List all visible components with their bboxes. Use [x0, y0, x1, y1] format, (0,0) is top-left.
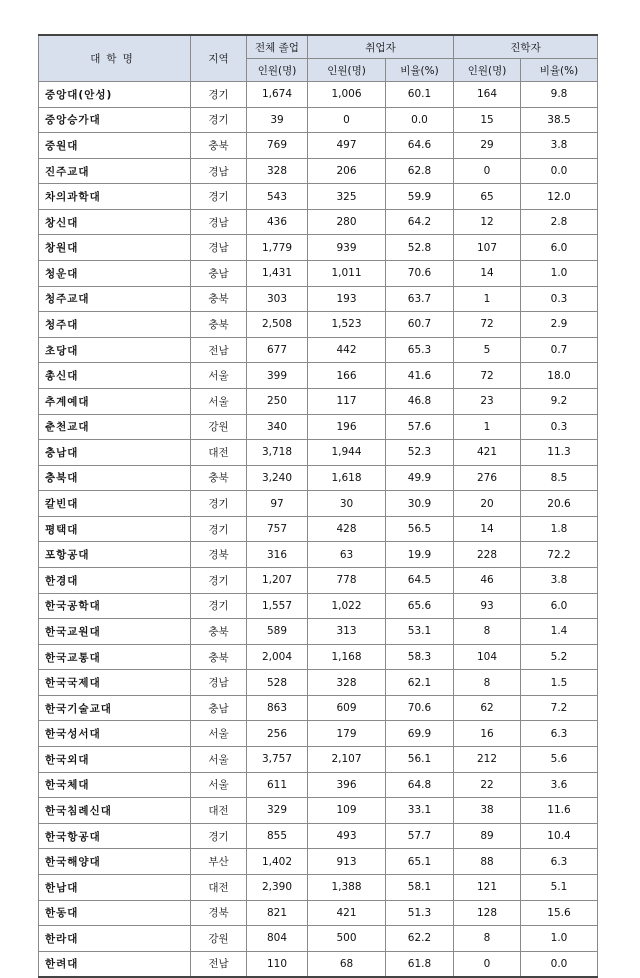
cell-employed-ratio: 51.3: [386, 900, 454, 926]
cell-univ-name: 춘천교대: [39, 414, 191, 440]
cell-employed-count: 1,523: [308, 312, 386, 338]
table-row: [39, 491, 598, 517]
cell-total-grads: 97: [247, 491, 308, 517]
cell-total-grads: 1,431: [247, 261, 308, 287]
cell-total-grads: 3,240: [247, 465, 308, 491]
table-row: [39, 235, 598, 261]
cell-total-grads: 1,779: [247, 235, 308, 261]
cell-region: 충북: [191, 133, 247, 159]
cell-region: 충남: [191, 695, 247, 721]
cell-total-grads: 757: [247, 516, 308, 542]
cell-total-grads: 328: [247, 158, 308, 184]
cell-region: 전남: [191, 337, 247, 363]
cell-total-grads: 2,004: [247, 644, 308, 670]
cell-employed-ratio: 57.7: [386, 823, 454, 849]
cell-univ-name: 한려대: [39, 951, 191, 977]
cell-total-grads: 329: [247, 798, 308, 824]
cell-univ-name: 청운대: [39, 261, 191, 287]
table-row: [39, 133, 598, 159]
cell-employed-ratio: 41.6: [386, 363, 454, 389]
cell-employed-ratio: 33.1: [386, 798, 454, 824]
cell-total-grads: 543: [247, 184, 308, 210]
cell-advanced-ratio: 5.1: [521, 874, 598, 900]
table-row: [39, 721, 598, 747]
cell-advanced-count: 164: [454, 82, 521, 108]
cell-advanced-ratio: 6.3: [521, 721, 598, 747]
table-row: [39, 414, 598, 440]
header-emp-ratio: 비율(%): [386, 59, 454, 82]
cell-univ-name: 한국공학대: [39, 593, 191, 619]
cell-total-grads: 303: [247, 286, 308, 312]
cell-advanced-count: 0: [454, 951, 521, 977]
cell-advanced-count: 22: [454, 772, 521, 798]
cell-region: 경기: [191, 823, 247, 849]
cell-advanced-ratio: 1.0: [521, 926, 598, 952]
cell-region: 대전: [191, 874, 247, 900]
cell-advanced-ratio: 0.3: [521, 286, 598, 312]
table-row: [39, 747, 598, 773]
table-row: [39, 312, 598, 338]
table-body: [39, 82, 598, 978]
cell-employed-ratio: 65.3: [386, 337, 454, 363]
cell-employed-ratio: 52.3: [386, 440, 454, 466]
cell-employed-count: 166: [308, 363, 386, 389]
cell-total-grads: 3,718: [247, 440, 308, 466]
table-row: [39, 286, 598, 312]
cell-employed-ratio: 49.9: [386, 465, 454, 491]
cell-employed-count: 117: [308, 388, 386, 414]
header-adv-ratio: 비율(%): [521, 59, 598, 82]
cell-employed-ratio: 64.5: [386, 567, 454, 593]
cell-univ-name: 중앙승가대: [39, 107, 191, 133]
table-row: [39, 874, 598, 900]
cell-advanced-count: 104: [454, 644, 521, 670]
cell-advanced-count: 14: [454, 261, 521, 287]
cell-advanced-ratio: 6.0: [521, 235, 598, 261]
cell-employed-ratio: 62.2: [386, 926, 454, 952]
cell-employed-count: 206: [308, 158, 386, 184]
cell-region: 경남: [191, 209, 247, 235]
cell-advanced-count: 93: [454, 593, 521, 619]
cell-total-grads: 589: [247, 619, 308, 645]
cell-employed-ratio: 64.8: [386, 772, 454, 798]
cell-univ-name: 한경대: [39, 567, 191, 593]
cell-univ-name: 창원대: [39, 235, 191, 261]
cell-advanced-count: 65: [454, 184, 521, 210]
cell-advanced-count: 38: [454, 798, 521, 824]
cell-advanced-ratio: 3.8: [521, 567, 598, 593]
cell-advanced-ratio: 6.0: [521, 593, 598, 619]
cell-total-grads: 250: [247, 388, 308, 414]
cell-employed-ratio: 64.6: [386, 133, 454, 159]
cell-region: 경남: [191, 235, 247, 261]
cell-advanced-count: 8: [454, 926, 521, 952]
cell-total-grads: 399: [247, 363, 308, 389]
cell-advanced-count: 1: [454, 286, 521, 312]
cell-advanced-count: 8: [454, 619, 521, 645]
cell-employed-ratio: 65.6: [386, 593, 454, 619]
cell-advanced-ratio: 3.8: [521, 133, 598, 159]
header-advanced: 진학자: [454, 35, 598, 59]
cell-advanced-ratio: 18.0: [521, 363, 598, 389]
cell-advanced-count: 276: [454, 465, 521, 491]
table-row: [39, 593, 598, 619]
table-row: [39, 184, 598, 210]
cell-univ-name: 한국체대: [39, 772, 191, 798]
cell-total-grads: 821: [247, 900, 308, 926]
cell-total-grads: 1,402: [247, 849, 308, 875]
cell-region: 강원: [191, 414, 247, 440]
cell-univ-name: 한국침례신대: [39, 798, 191, 824]
cell-advanced-count: 228: [454, 542, 521, 568]
cell-employed-ratio: 19.9: [386, 542, 454, 568]
cell-employed-count: 421: [308, 900, 386, 926]
cell-employed-count: 280: [308, 209, 386, 235]
cell-total-grads: 863: [247, 695, 308, 721]
cell-advanced-ratio: 1.8: [521, 516, 598, 542]
table-row: [39, 542, 598, 568]
cell-univ-name: 진주교대: [39, 158, 191, 184]
cell-univ-name: 포항공대: [39, 542, 191, 568]
cell-advanced-ratio: 8.5: [521, 465, 598, 491]
cell-advanced-count: 212: [454, 747, 521, 773]
cell-region: 서울: [191, 388, 247, 414]
cell-region: 경기: [191, 567, 247, 593]
cell-advanced-count: 12: [454, 209, 521, 235]
table-row: [39, 388, 598, 414]
cell-region: 경북: [191, 900, 247, 926]
cell-employed-count: 500: [308, 926, 386, 952]
cell-total-grads: 1,207: [247, 567, 308, 593]
cell-region: 경기: [191, 107, 247, 133]
cell-employed-count: 0: [308, 107, 386, 133]
cell-advanced-count: 8: [454, 670, 521, 696]
cell-univ-name: 초당대: [39, 337, 191, 363]
header-total-count: 인원(명): [247, 59, 308, 82]
cell-employed-ratio: 64.2: [386, 209, 454, 235]
cell-employed-ratio: 30.9: [386, 491, 454, 517]
cell-employed-count: 2,107: [308, 747, 386, 773]
cell-univ-name: 한국해양대: [39, 849, 191, 875]
cell-advanced-count: 0: [454, 158, 521, 184]
cell-univ-name: 한국외대: [39, 747, 191, 773]
cell-region: 경기: [191, 82, 247, 108]
cell-advanced-ratio: 0.0: [521, 158, 598, 184]
cell-advanced-ratio: 38.5: [521, 107, 598, 133]
cell-total-grads: 2,508: [247, 312, 308, 338]
cell-region: 대전: [191, 798, 247, 824]
cell-region: 경기: [191, 593, 247, 619]
cell-univ-name: 한남대: [39, 874, 191, 900]
table-row: [39, 465, 598, 491]
cell-univ-name: 중원대: [39, 133, 191, 159]
cell-employed-count: 939: [308, 235, 386, 261]
cell-univ-name: 총신대: [39, 363, 191, 389]
table-row: [39, 772, 598, 798]
cell-region: 충북: [191, 286, 247, 312]
cell-employed-ratio: 70.6: [386, 695, 454, 721]
cell-region: 경북: [191, 542, 247, 568]
cell-advanced-count: 72: [454, 312, 521, 338]
table-row: [39, 209, 598, 235]
cell-advanced-count: 72: [454, 363, 521, 389]
cell-advanced-ratio: 15.6: [521, 900, 598, 926]
table-row: [39, 951, 598, 977]
cell-employed-ratio: 57.6: [386, 414, 454, 440]
cell-advanced-ratio: 9.8: [521, 82, 598, 108]
cell-region: 부산: [191, 849, 247, 875]
table-row: [39, 440, 598, 466]
table-row: [39, 926, 598, 952]
cell-total-grads: 804: [247, 926, 308, 952]
cell-region: 경기: [191, 491, 247, 517]
cell-advanced-ratio: 72.2: [521, 542, 598, 568]
cell-advanced-count: 1: [454, 414, 521, 440]
cell-advanced-ratio: 2.9: [521, 312, 598, 338]
cell-advanced-ratio: 0.3: [521, 414, 598, 440]
cell-employed-ratio: 69.9: [386, 721, 454, 747]
cell-region: 충북: [191, 644, 247, 670]
cell-univ-name: 중앙대(안성): [39, 82, 191, 108]
cell-univ-name: 한동대: [39, 900, 191, 926]
cell-region: 충북: [191, 312, 247, 338]
cell-total-grads: 769: [247, 133, 308, 159]
table-row: [39, 337, 598, 363]
header-emp-count: 인원(명): [308, 59, 386, 82]
cell-univ-name: 한국교원대: [39, 619, 191, 645]
cell-univ-name: 한라대: [39, 926, 191, 952]
cell-univ-name: 한국항공대: [39, 823, 191, 849]
cell-employed-ratio: 58.1: [386, 874, 454, 900]
cell-employed-ratio: 70.6: [386, 261, 454, 287]
cell-total-grads: 256: [247, 721, 308, 747]
cell-employed-count: 68: [308, 951, 386, 977]
cell-univ-name: 평택대: [39, 516, 191, 542]
cell-region: 서울: [191, 772, 247, 798]
cell-region: 서울: [191, 363, 247, 389]
table-row: [39, 823, 598, 849]
cell-total-grads: 340: [247, 414, 308, 440]
table-row: [39, 363, 598, 389]
cell-univ-name: 충남대: [39, 440, 191, 466]
cell-advanced-count: 89: [454, 823, 521, 849]
cell-total-grads: 316: [247, 542, 308, 568]
cell-total-grads: 855: [247, 823, 308, 849]
cell-advanced-count: 14: [454, 516, 521, 542]
cell-employed-count: 325: [308, 184, 386, 210]
table-row: [39, 619, 598, 645]
cell-advanced-ratio: 2.8: [521, 209, 598, 235]
cell-advanced-count: 23: [454, 388, 521, 414]
cell-advanced-count: 5: [454, 337, 521, 363]
cell-employed-count: 328: [308, 670, 386, 696]
cell-total-grads: 39: [247, 107, 308, 133]
cell-total-grads: 2,390: [247, 874, 308, 900]
cell-employed-count: 193: [308, 286, 386, 312]
cell-univ-name: 청주대: [39, 312, 191, 338]
cell-total-grads: 677: [247, 337, 308, 363]
table-row: [39, 82, 598, 108]
cell-univ-name: 칼빈대: [39, 491, 191, 517]
table-row: [39, 695, 598, 721]
cell-employed-ratio: 56.5: [386, 516, 454, 542]
cell-advanced-count: 121: [454, 874, 521, 900]
header-total-grad: 전체 졸업: [247, 35, 308, 59]
cell-total-grads: 1,674: [247, 82, 308, 108]
cell-univ-name: 차의과학대: [39, 184, 191, 210]
cell-employed-count: 1,168: [308, 644, 386, 670]
cell-advanced-count: 62: [454, 695, 521, 721]
table-row: [39, 644, 598, 670]
cell-advanced-count: 46: [454, 567, 521, 593]
cell-region: 경남: [191, 158, 247, 184]
header-region: 지역: [191, 35, 247, 82]
cell-region: 충북: [191, 619, 247, 645]
table-row: [39, 849, 598, 875]
cell-employed-count: 1,022: [308, 593, 386, 619]
table-row: [39, 107, 598, 133]
cell-region: 경기: [191, 516, 247, 542]
table-row: [39, 567, 598, 593]
cell-employed-count: 609: [308, 695, 386, 721]
cell-employed-count: 63: [308, 542, 386, 568]
cell-employed-ratio: 52.8: [386, 235, 454, 261]
cell-employed-count: 313: [308, 619, 386, 645]
employment-stats-table: [38, 34, 598, 978]
cell-univ-name: 한국교통대: [39, 644, 191, 670]
cell-univ-name: 한국국제대: [39, 670, 191, 696]
cell-advanced-ratio: 9.2: [521, 388, 598, 414]
cell-advanced-ratio: 0.0: [521, 951, 598, 977]
cell-employed-count: 497: [308, 133, 386, 159]
cell-advanced-count: 421: [454, 440, 521, 466]
table-row: [39, 158, 598, 184]
cell-advanced-ratio: 10.4: [521, 823, 598, 849]
cell-advanced-ratio: 1.5: [521, 670, 598, 696]
cell-employed-count: 778: [308, 567, 386, 593]
cell-employed-ratio: 61.8: [386, 951, 454, 977]
cell-employed-count: 442: [308, 337, 386, 363]
cell-univ-name: 추계예대: [39, 388, 191, 414]
cell-advanced-ratio: 3.6: [521, 772, 598, 798]
cell-univ-name: 한국기술교대: [39, 695, 191, 721]
cell-employed-ratio: 62.1: [386, 670, 454, 696]
cell-advanced-ratio: 1.0: [521, 261, 598, 287]
cell-employed-count: 913: [308, 849, 386, 875]
cell-employed-count: 1,944: [308, 440, 386, 466]
cell-employed-ratio: 62.8: [386, 158, 454, 184]
cell-employed-count: 1,006: [308, 82, 386, 108]
cell-employed-count: 1,011: [308, 261, 386, 287]
cell-advanced-count: 20: [454, 491, 521, 517]
cell-total-grads: 436: [247, 209, 308, 235]
table-row: [39, 670, 598, 696]
cell-region: 서울: [191, 721, 247, 747]
header-adv-count: 인원(명): [454, 59, 521, 82]
table-row: [39, 516, 598, 542]
cell-employed-ratio: 59.9: [386, 184, 454, 210]
cell-region: 충남: [191, 261, 247, 287]
cell-total-grads: 110: [247, 951, 308, 977]
cell-advanced-count: 88: [454, 849, 521, 875]
cell-employed-count: 396: [308, 772, 386, 798]
cell-region: 전남: [191, 951, 247, 977]
cell-advanced-ratio: 12.0: [521, 184, 598, 210]
cell-employed-count: 109: [308, 798, 386, 824]
cell-univ-name: 충북대: [39, 465, 191, 491]
table-row: [39, 798, 598, 824]
cell-employed-ratio: 56.1: [386, 747, 454, 773]
cell-employed-ratio: 65.1: [386, 849, 454, 875]
cell-advanced-count: 15: [454, 107, 521, 133]
cell-employed-count: 1,388: [308, 874, 386, 900]
cell-employed-count: 30: [308, 491, 386, 517]
cell-employed-ratio: 63.7: [386, 286, 454, 312]
cell-employed-count: 196: [308, 414, 386, 440]
cell-employed-ratio: 46.8: [386, 388, 454, 414]
cell-total-grads: 3,757: [247, 747, 308, 773]
cell-total-grads: 611: [247, 772, 308, 798]
cell-employed-ratio: 60.1: [386, 82, 454, 108]
cell-advanced-ratio: 5.2: [521, 644, 598, 670]
cell-employed-ratio: 58.3: [386, 644, 454, 670]
header-employed: 취업자: [308, 35, 454, 59]
cell-region: 경남: [191, 670, 247, 696]
cell-employed-count: 428: [308, 516, 386, 542]
cell-univ-name: 창신대: [39, 209, 191, 235]
cell-employed-ratio: 53.1: [386, 619, 454, 645]
cell-advanced-count: 128: [454, 900, 521, 926]
cell-region: 대전: [191, 440, 247, 466]
cell-employed-count: 1,618: [308, 465, 386, 491]
cell-advanced-ratio: 20.6: [521, 491, 598, 517]
cell-total-grads: 1,557: [247, 593, 308, 619]
cell-univ-name: 청주교대: [39, 286, 191, 312]
cell-region: 서울: [191, 747, 247, 773]
cell-advanced-ratio: 0.7: [521, 337, 598, 363]
cell-advanced-ratio: 5.6: [521, 747, 598, 773]
cell-univ-name: 한국성서대: [39, 721, 191, 747]
cell-employed-count: 179: [308, 721, 386, 747]
cell-region: 충북: [191, 465, 247, 491]
cell-region: 강원: [191, 926, 247, 952]
cell-advanced-ratio: 6.3: [521, 849, 598, 875]
table-row: [39, 261, 598, 287]
cell-region: 경기: [191, 184, 247, 210]
cell-advanced-count: 107: [454, 235, 521, 261]
cell-advanced-ratio: 11.6: [521, 798, 598, 824]
cell-advanced-ratio: 7.2: [521, 695, 598, 721]
cell-total-grads: 528: [247, 670, 308, 696]
table-row: [39, 900, 598, 926]
table-header: [39, 35, 598, 82]
cell-advanced-ratio: 1.4: [521, 619, 598, 645]
header-univ: 대학명: [39, 35, 191, 82]
cell-advanced-count: 16: [454, 721, 521, 747]
cell-employed-ratio: 0.0: [386, 107, 454, 133]
cell-advanced-ratio: 11.3: [521, 440, 598, 466]
cell-employed-count: 493: [308, 823, 386, 849]
cell-advanced-count: 29: [454, 133, 521, 159]
cell-employed-ratio: 60.7: [386, 312, 454, 338]
